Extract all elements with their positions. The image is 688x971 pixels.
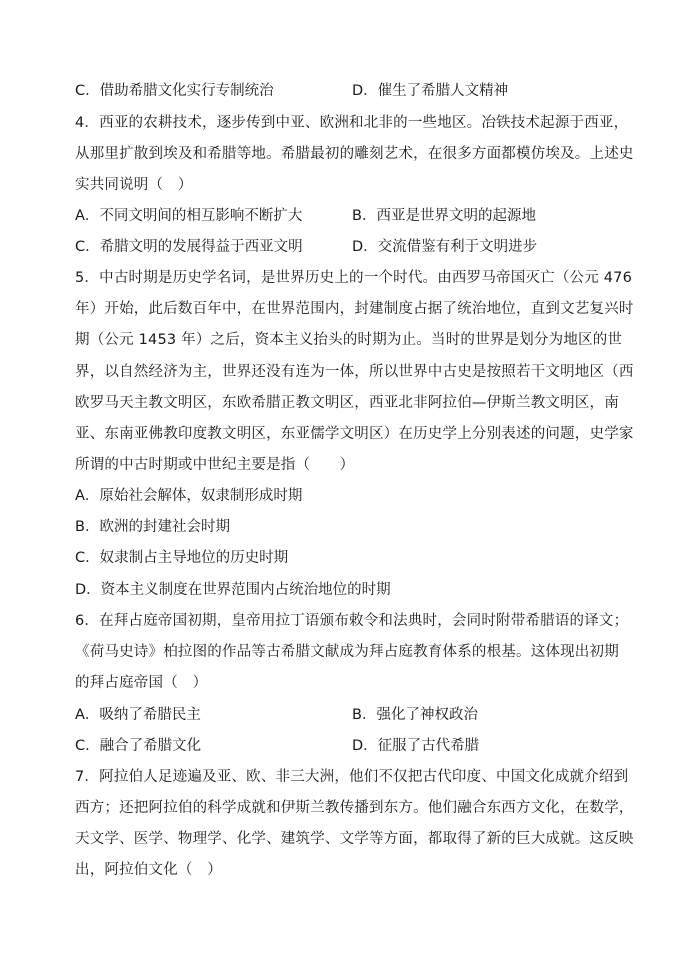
q5-stem-line-1: 5．中古时期是历史学名词，是世界历史上的一个时代。由西罗马帝国灭亡（公元 476 xyxy=(75,270,633,286)
q6-option-d: D．征服了古代希腊 xyxy=(352,738,480,754)
q7-stem-line-4: 出，阿拉伯文化（ ） xyxy=(75,862,222,878)
q6-option-a: A．吸纳了希腊民主 xyxy=(75,707,201,723)
q6-stem-line-1: 6．在拜占庭帝国初期，皇帝用拉丁语颁布敕令和法典时，会同时附带希腊语的译文； xyxy=(75,613,629,629)
q5-option-a: A．原始社会解体，奴隶制形成时期 xyxy=(75,488,303,504)
prev-option-c: C．借助希腊文化实行专制统治 xyxy=(75,83,274,99)
q4-stem-line-1: 4．西亚的农耕技术，逐步传到中亚、欧洲和北非的一些地区。冶铁技术起源于西亚， xyxy=(75,115,629,131)
q6-stem-line-2: 《荷马史诗》柏拉图的作品等古希腊文献成为拜占庭教育体系的根基。这体现出初期 xyxy=(75,644,619,660)
q5-stem-line-6: 亚、东南亚佛教印度教文明区，东亚儒学文明区）在历史学上分别表述的问题，史学家 xyxy=(75,426,634,442)
q5-stem-line-4: 界，以自然经济为主，世界还没有连为一体，所以世界中古史是按照若干文明地区（西 xyxy=(75,364,634,380)
q6-option-c: C．融合了希腊文化 xyxy=(75,738,202,754)
q7-stem-line-2: 西方；还把阿拉伯的科学成就和伊斯兰教传播到东方。他们融合东西方文化，在数学， xyxy=(75,800,634,816)
q4-stem-line-3: 实共同说明（ ） xyxy=(75,177,193,193)
q7-stem-line-3: 天文学、医学、物理学、化学、建筑学、文学等方面，都取得了新的巨大成就。这反映 xyxy=(75,831,634,847)
q4-option-c: C．希腊文明的发展得益于西亚文明 xyxy=(75,239,303,255)
q5-stem-line-5: 欧罗马天主教文明区，东欧希腊正教文明区，西亚北非阿拉伯—伊斯兰教文明区，南 xyxy=(75,395,619,411)
q5-option-b: B．欧洲的封建社会时期 xyxy=(75,519,230,535)
prev-option-d: D．催生了希腊人文精神 xyxy=(352,83,509,99)
q4-stem-line-2: 从那里扩散到埃及和希腊等地。希腊最初的雕刻艺术，在很多方面都模仿埃及。上述史 xyxy=(75,146,634,162)
q6-option-b: B．强化了神权政治 xyxy=(352,707,478,723)
q5-stem-line-3: 期（公元 1453 年）之后，资本主义抬头的时期为止。当时的世界是划分为地区的世 xyxy=(75,332,623,348)
q5-option-c: C．奴隶制占主导地位的历史时期 xyxy=(75,550,289,566)
q7-stem-line-1: 7．阿拉伯人足迹遍及亚、欧、非三大洲，他们不仅把古代印度、中国文化成就介绍到 xyxy=(75,769,629,785)
q4-option-b: B．西亚是世界文明的起源地 xyxy=(352,208,536,224)
q5-option-d: D．资本主义制度在世界范围内占统治地位的时期 xyxy=(75,582,391,598)
q6-stem-line-3: 的拜占庭帝国（ ） xyxy=(75,675,208,691)
q5-stem-line-7: 所谓的中古时期或中世纪主要是指（ ） xyxy=(75,457,355,473)
q5-stem-line-2: 年）开始，此后数百年中，在世界范围内，封建制度占据了统治地位，直到文艺复兴时 xyxy=(75,301,634,317)
q4-option-d: D．交流借鉴有利于文明进步 xyxy=(352,239,538,255)
q4-option-a: A．不同文明间的相互影响不断扩大 xyxy=(75,208,303,224)
